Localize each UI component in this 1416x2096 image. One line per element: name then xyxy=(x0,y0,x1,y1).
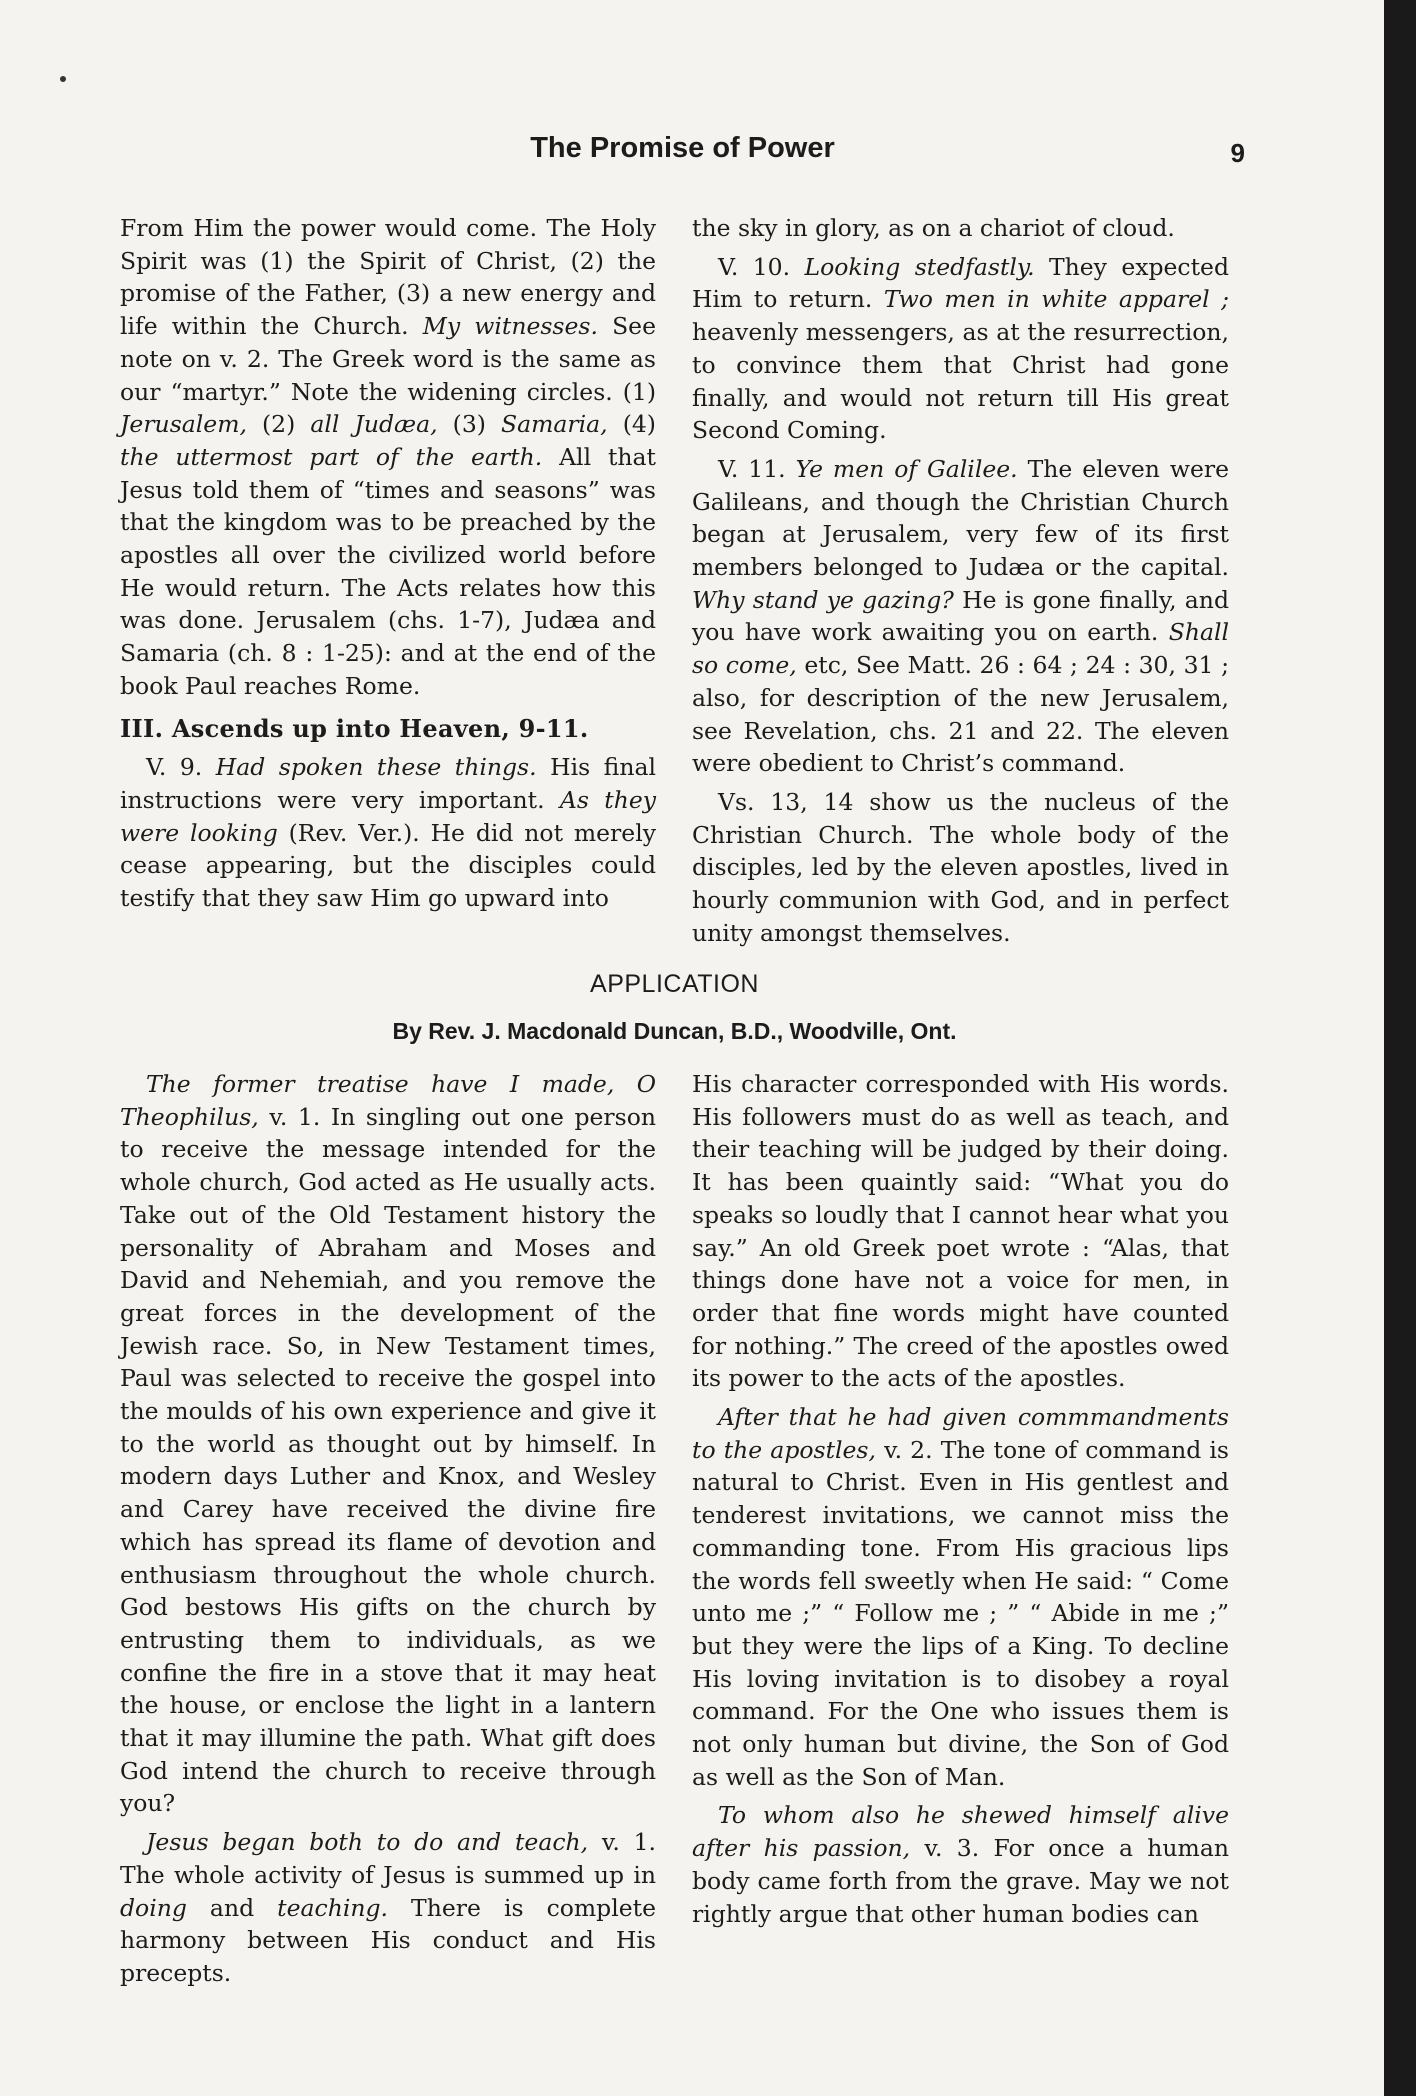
italic-run: My witnesses. xyxy=(422,312,598,341)
italic-run: teaching. xyxy=(277,1893,388,1922)
text-run: v. 3. For once a human body came forth from the grave. May we not rightly argue that other human bodies can xyxy=(692,1834,1229,1928)
notes-column-left xyxy=(120,212,656,915)
italic-run: Samaria, xyxy=(501,410,608,439)
text-run: His final instructions were very important. xyxy=(120,753,656,814)
italic-run: doing xyxy=(120,1893,187,1922)
italic-run: Jerusalem, xyxy=(120,410,247,439)
italic-run: Had spoken these things. xyxy=(215,753,537,782)
notes-paragraph xyxy=(120,751,656,915)
text-run: The eleven were Galileans, and though the Christian Church began at Jerusalem, very few of its first members belonged to Judæa or the capital. xyxy=(692,454,1229,582)
text-run: v. 1. In singling out one person to receive the message intended for the whole church, God acted as He usually acts. Take out of the Old Testament history the personality of Abraham and Moses and David and Nehemiah, and you remove the great forces in the development of the Jewish race. So, in New Testament times, Paul was selected to receive the gospel into the moulds of his own experience and give it to the world as thought out by himself. In modern days Luther and Knox, and Wesley and Carey have received the divine fire which has spread its flame of devotion and enthusiasm throughout the whole church. God bestows His gifts on the church by entrusting them to individuals, as we confine the fire in a stove that it may heat the house, or enclose the light in a lantern that it may illumine the path. What gift does God intend the church to receive through you? xyxy=(120,1102,656,1818)
text-run: V. 10. xyxy=(718,252,805,281)
italic-run: Why stand ye gazing? xyxy=(692,585,954,614)
text-run: See note on v. 2. The Greek word is the same as our “martyr.” Note the widening circles. (1) xyxy=(120,312,656,406)
application-paragraph: His character corresponded with His words. His followers must do as well as teach, and their teaching will be judged by their doing. It has been quaintly said: “What you do speaks so loudly that I cannot hear what you say.” An old Greek poet wrote : “Alas, that things done have not a voice for men, in order that fine words might have counted for nothing.” The creed of the apostles owed its power to the acts of the apostles. xyxy=(692,1070,1229,1393)
notes-paragraph: Vs. 13, 14 show us the nucleus of the Christian Church. The whole body of the disciples, led by the eleven apostles, lived in hourly communion with God, and in perfect unity amongst themselves. xyxy=(692,787,1229,947)
italic-run: To whom also he shewed himself alive after his passion, xyxy=(692,1801,1229,1863)
notes-paragraph: the sky in glory, as on a chariot of cloud. xyxy=(692,214,1175,242)
text-run: (3) xyxy=(437,410,501,439)
application-column-left xyxy=(120,1068,656,1990)
notes-paragraph xyxy=(692,251,1229,447)
application-column-right xyxy=(692,1068,1229,1930)
text-run: There is complete harmony between His conduct and His precepts. xyxy=(120,1893,656,1987)
application-paragraph xyxy=(120,1068,656,1820)
text-run: V. 9. xyxy=(146,753,216,782)
italic-run: Ye men of Galilee. xyxy=(795,454,1018,483)
page-title: The Promise of Power xyxy=(530,132,835,164)
text-run: (2) xyxy=(246,410,311,439)
running-header xyxy=(120,132,1245,176)
text-run: v. 2. The tone of command is natural to Christ. Even in His gentlest and tenderest invitations, we cannot miss the commanding tone. From His gracious lips the words fell sweetly when He said: “ Come unto me ;” “ Follow me ; ” “ Abide in me ;” but they were the lips of a King. To decline His loving invitation is to disobey a royal command. For the One who issues them is not only human but divine, the Son of God as well as the Son of Man. xyxy=(692,1435,1229,1791)
text-run: All that Jesus told them of “times and seasons” was that the kingdom was to be preached by the apostles all over the civilized world before He would return. The Acts relates how this was done. Jerusalem (chs. 1-7), Judæa and Samaria (ch. 8 : 1-25): and at the end of the book Paul reaches Rome. xyxy=(120,442,656,700)
application-heading: APPLICATION xyxy=(590,970,759,998)
text-run: (4) xyxy=(607,410,656,439)
page-number: 9 xyxy=(1230,138,1245,168)
text-run: He is gone finally, and you have work awaiting you on earth. xyxy=(692,585,1229,647)
italic-run: all Judæa, xyxy=(310,410,438,439)
application-paragraph xyxy=(120,1826,656,1990)
notes-paragraph xyxy=(120,212,656,703)
notes-column-right xyxy=(692,212,1229,949)
italic-run: Shall so come, xyxy=(692,618,1229,680)
application-byline: By Rev. J. Macdonald Duncan, B.D., Woodville, Ont. xyxy=(392,1018,957,1044)
text-run: etc, See Matt. 26 : 64 ; 24 : 30, 31 ; also, for description of the new Jerusalem, see Revelation, chs. 21 and 22. The eleven were obedient to Christ’s command. xyxy=(692,651,1229,778)
application-paragraph xyxy=(692,1799,1229,1930)
italic-run: After that he had given commmandments to the apostles, xyxy=(692,1403,1229,1464)
italic-run: As they were looking xyxy=(120,785,657,847)
italic-run: Jesus began both to do and teach, xyxy=(146,1828,589,1857)
notes-paragraph xyxy=(692,453,1229,780)
text-run: heavenly messengers, as at the resurrection, to convince them that Christ had gone finally, and would not return till His great Second Coming. xyxy=(692,318,1229,445)
text-run: (Rev. Ver.). He did not merely cease appearing, but the disciples could testify that they saw Him go upward into xyxy=(120,818,656,913)
print-speck xyxy=(60,76,66,82)
text-run: They expected Him to return. xyxy=(692,252,1229,314)
page-edge-shadow xyxy=(1384,0,1416,2096)
italic-run: the uttermost part of the earth. xyxy=(120,442,543,471)
text-run: and xyxy=(186,1893,278,1922)
text-run: V. 11. xyxy=(718,454,796,483)
text-run: v. 1. The whole activity of Jesus is summed up in xyxy=(120,1828,656,1889)
italic-run: Two men in white apparel ; xyxy=(883,285,1229,314)
italic-run: Looking stedfastly. xyxy=(804,252,1035,281)
text-run: From Him the power would come. The Holy Spirit was (1) the Spirit of Christ, (2) the promise of the Father, (3) a new energy and life within the Church. xyxy=(120,214,656,341)
section-heading: III. Ascends up into Heaven, 9-11. xyxy=(120,713,589,743)
italic-run: The former treatise have I made, O Theophilus, xyxy=(120,1070,656,1131)
application-paragraph xyxy=(692,1401,1229,1793)
